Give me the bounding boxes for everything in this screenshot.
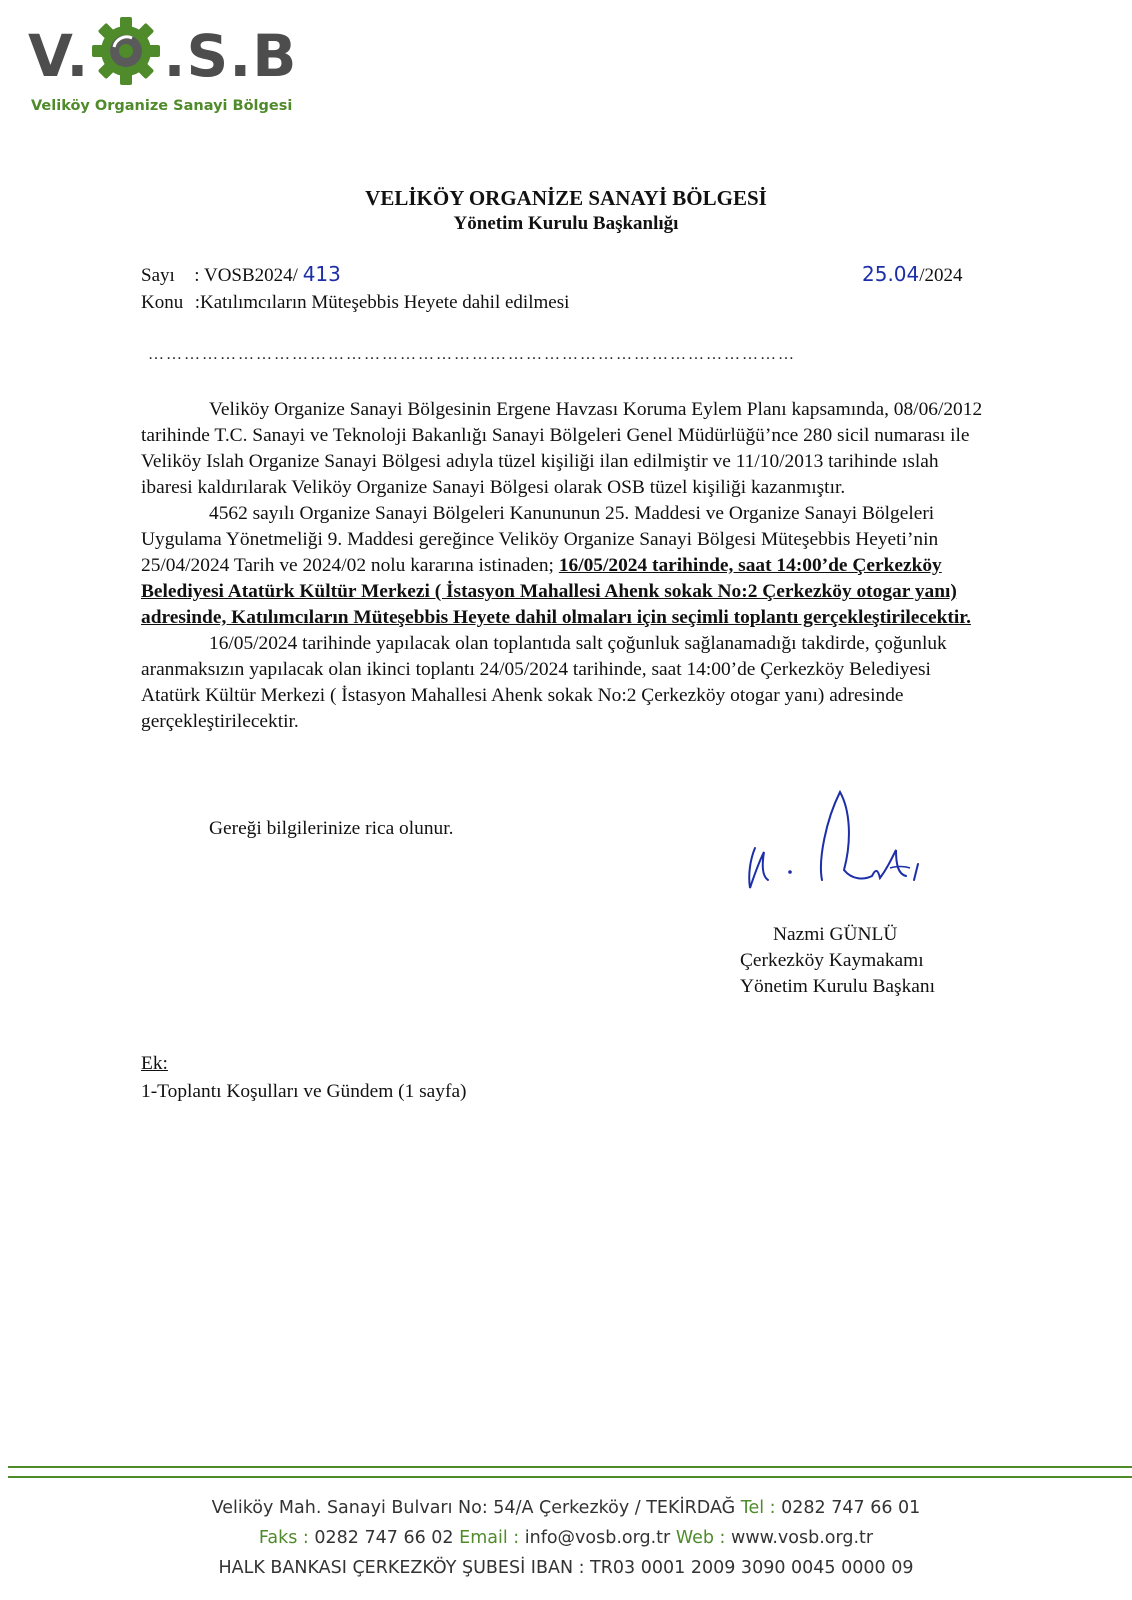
footer-web[interactable]: www.vosb.org.tr bbox=[731, 1528, 874, 1548]
date-year: /2024 bbox=[919, 265, 963, 286]
paragraph-2-text: 4562 sayılı Organize Sanayi Bölgeleri Kanununun 25. Maddesi ve Organize Sanayi Bölgeleri Uygulama Yönetmeliği 9. Maddesi gereğince Veliköy Organize Sanayi Bölgesi Müteşebbis Heyeti’nin 25/04/2024 Tarih ve 2024/02 nolu kararına istinaden; bbox=[141, 503, 939, 576]
department-title: Yönetim Kurulu Başkanlığı bbox=[453, 213, 679, 234]
paragraph-2 bbox=[141, 501, 991, 631]
footer-contact-line bbox=[0, 1528, 1132, 1548]
footer-address-line bbox=[0, 1498, 1132, 1518]
logo-letters-right: .S.B bbox=[163, 22, 298, 90]
konu-value: :Katılımcıların Müteşebbis Heyete dahil edilmesi bbox=[194, 292, 570, 313]
closing-line: Gereği bilgilerinize rica olunur. bbox=[209, 818, 454, 839]
date-row bbox=[862, 262, 963, 287]
attachment-item: 1-Toplantı Koşulları ve Gündem (1 sayfa) bbox=[141, 1081, 467, 1102]
paragraph-1: Veliköy Organize Sanayi Bölgesinin Ergene Havzası Koruma Eylem Planı kapsamında, 08/06/2012 tarihinde T.C. Sanayi ve Teknoloji Bakanlığı Sanayi Bölgeleri Genel Müdürlüğü’nce 280 sicil numarası ile Veliköy Islah Organize Sanayi Bölgesi adıyla tüzel kişiliği ilan edilmiştir ve 11/10/2013 tarihinde ıslah ibaresi kaldırılarak Veliköy Organize Sanayi Bölgesi olarak OSB tüzel kişiliği kazanmıştır. bbox=[141, 399, 983, 498]
signatory-block bbox=[740, 922, 1020, 1000]
footer-divider-bottom bbox=[8, 1476, 1132, 1478]
organization-title: VELİKÖY ORGANİZE SANAYİ BÖLGESİ bbox=[365, 186, 767, 210]
footer-web-label: Web : bbox=[675, 1528, 726, 1548]
meeting-announcement: 16/05/2024 tarihinde, saat 14:00’de Çerkezköy Belediyesi Atatürk Kültür Merkezi ( İstasyon Mahallesi Ahenk sokak No:2 Çerkezköy otogar yanı) adresinde, Katılımcıların Müteşebbis Heyete dahil olmaları için seçimli toplantı gerçekleştirilecektir. bbox=[141, 555, 971, 628]
signatory-title-1: Çerkezköy Kaymakamı bbox=[740, 950, 924, 971]
footer-divider-top bbox=[8, 1466, 1132, 1468]
konu-row bbox=[141, 292, 569, 314]
footer-tel: 0282 747 66 01 bbox=[781, 1498, 921, 1518]
logo-letters-left: V. bbox=[28, 22, 90, 90]
sayi-label: Sayı bbox=[141, 265, 175, 286]
signatory-title-2: Yönetim Kurulu Başkanı bbox=[740, 976, 935, 997]
footer-fax-label: Faks : bbox=[258, 1528, 309, 1548]
letter-body bbox=[141, 397, 991, 735]
logo-wordmark bbox=[28, 22, 298, 90]
date-handwritten: 25.04 bbox=[862, 262, 920, 286]
footer-fax: 0282 747 66 02 bbox=[314, 1528, 454, 1548]
sayi-value: : VOSB2024/ bbox=[194, 265, 298, 286]
attachments bbox=[141, 1050, 467, 1106]
footer-address: Veliköy Mah. Sanayi Bulvarı No: 54/A Çerkezköy / TEKİRDAĞ bbox=[211, 1498, 736, 1518]
footer-bank-line: HALK BANKASI ÇERKEZKÖY ŞUBESİ IBAN : TR03 0001 2009 3090 0045 0000 09 bbox=[218, 1558, 914, 1578]
attachments-title: Ek: bbox=[141, 1053, 168, 1074]
separator-dots: ……………………………………………………………………………………………… bbox=[148, 346, 796, 363]
vosb-logo bbox=[28, 14, 328, 124]
footer-email-label: Email : bbox=[459, 1528, 520, 1548]
footer-tel-label: Tel : bbox=[740, 1498, 776, 1518]
gear-icon bbox=[91, 16, 161, 86]
footer-email[interactable]: info@vosb.org.tr bbox=[524, 1528, 671, 1548]
konu-label: Konu bbox=[141, 292, 184, 313]
handwritten-signature bbox=[740, 780, 960, 910]
sayi-row bbox=[141, 262, 341, 287]
sayi-handwritten-number: 413 bbox=[302, 262, 341, 286]
signatory-name: Nazmi GÜNLÜ bbox=[773, 924, 898, 945]
paragraph-3: 16/05/2024 tarihinde yapılacak olan toplantıda salt çoğunluk sağlanamadığı takdirde, çoğunluk aranmaksızın yapılacak olan ikinci toplantı 24/05/2024 tarihinde, saat 14:00’de Çerkezköy Belediyesi Atatürk Kültür Merkezi ( İstasyon Mahallesi Ahenk sokak No:2 Çerkezköy otogar yanı) adresinde gerçekleştirilecektir. bbox=[141, 633, 947, 732]
logo-subtitle: Veliköy Organize Sanayi Bölgesi bbox=[31, 98, 293, 114]
